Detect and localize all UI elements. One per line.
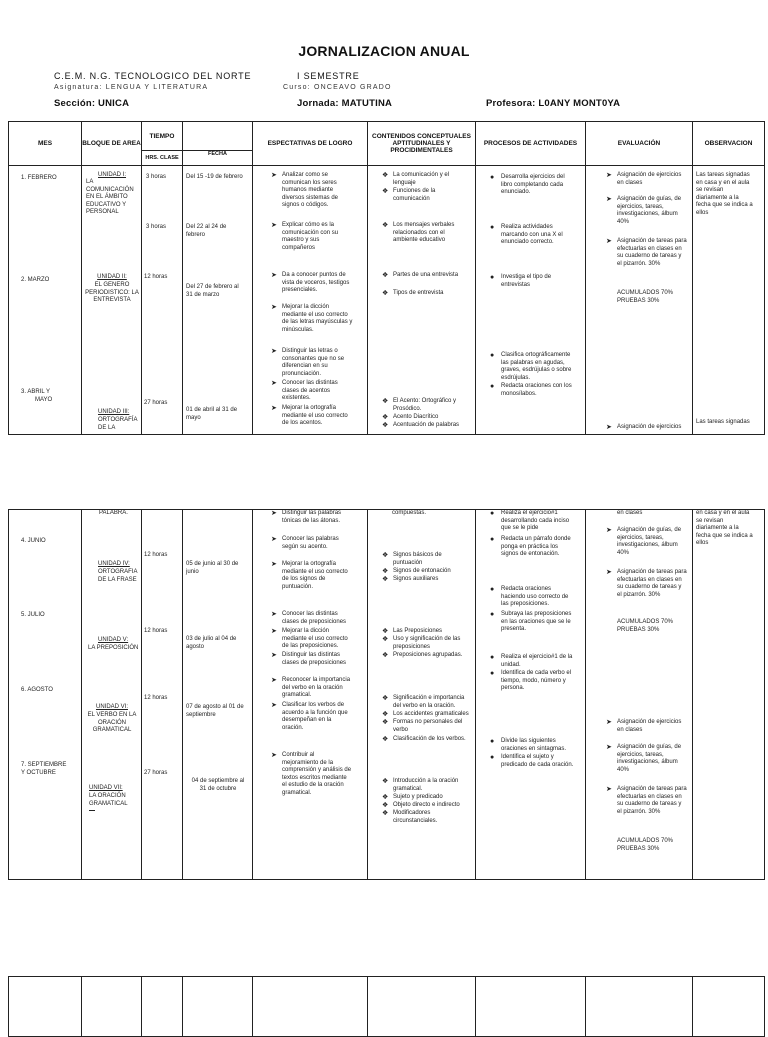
col-header-expectations: ESPECTATIVAS DE LOGRO (253, 122, 368, 166)
evaluation-continued: en clases (617, 510, 643, 516)
col-header-time-blank (183, 122, 253, 151)
empty-cell (142, 977, 183, 1037)
month-mar: 2. MARZO (21, 277, 50, 283)
evaluation-cell (586, 166, 692, 434)
activity-item: ● Desarrolla ejercicios del libro completando cada enunciado. (490, 174, 565, 196)
hours-3: 12 horas (144, 274, 168, 280)
empty-cell (586, 977, 693, 1037)
hours-2: 3 horas (146, 224, 167, 230)
observation-cell (693, 510, 764, 879)
empty-cell (693, 977, 765, 1037)
col-header-time: TIEMPO (142, 122, 183, 151)
block-cell (82, 510, 141, 879)
empty-cell (476, 977, 586, 1037)
activity-item: ● Identifica el sujeto y predicado de cada oración. (490, 754, 574, 768)
expectation-item: ➤ Mejorar la dicción mediante el uso correcto de las preposiciones. (271, 628, 348, 650)
content-item: ❖ Significación e importancia del verbo en la oración. (382, 695, 465, 709)
expectation-item: ➤ Clasificar los verbos de acuerdo a la función que desempeñan en la oración. (271, 702, 348, 731)
subject: Asignatura: LENGUA Y LITERATURA (54, 84, 209, 91)
empty-cell (82, 977, 142, 1037)
expectation-item: ➤ Explicar cómo es la comunicación con su maestro y sus compañeros (271, 222, 339, 251)
content-item: ❖ Signos básicos de puntuación (382, 552, 442, 566)
expectation-item: ➤ Mejorar la dicción mediante el uso correcto de las letras mayúsculas y minúsculas. (271, 304, 353, 333)
content-item: ❖ Objeto directo e indirecto (382, 802, 460, 809)
content-item: ❖ Preposiciones agrupadas. (382, 652, 463, 659)
content-item: ❖ Uso y significación de las preposiciones (382, 636, 461, 650)
empty-cell (368, 977, 476, 1037)
activity-item: ● Subraya las preposiciones en las oraciones que se le presenta. (490, 611, 572, 633)
unit-1-name: LA COMUNICACIÓN EN EL ÁMBITO EDUCATIVO Y PERSONAL (86, 179, 134, 216)
expectations-cell (253, 510, 367, 879)
section-value: UNICA (98, 98, 130, 109)
month-jul: 5. JULIO (21, 612, 45, 618)
evaluation-item: ➤ Asignación de tareas para efectuarlas en clases en su cuaderno de tareas y el pizarrón. 30% (606, 238, 687, 267)
date-2: Del 22 al 24 de febrero (186, 224, 227, 238)
unit-7-name: LA ORACIÓN GRAMATICAL (89, 793, 128, 807)
hours-1: 12 horas (144, 552, 168, 558)
month-may: MAYO (35, 397, 53, 403)
activity-item: ● Divide las siguientes oraciones en sintagmas. (490, 738, 567, 752)
expectation-item: ➤ Distinguir las distintas clases de preposiciones (271, 652, 347, 666)
planning-table-page-2 (8, 509, 765, 880)
evaluation-cell (586, 510, 692, 879)
school-name: C.E.M. N.G. TECNOLOGICO DEL NORTE (54, 71, 252, 81)
activity-item: ● Identifica de cada verbo el tiempo, modo, número y persona. (490, 670, 572, 692)
content-item: ❖ Los accidentes gramaticales (382, 711, 469, 718)
content-item: ❖ Tipos de entrevista (382, 290, 444, 297)
expectation-item: ➤ Distinguir las palabras tónicas de las átonas. (271, 510, 342, 524)
date-cell (183, 166, 252, 434)
hours-1: 3 horas (146, 174, 167, 180)
hours-3: 12 horas (144, 695, 168, 701)
evaluation-item: ➤ Asignación de tareas para efectuarlas en clases en su cuaderno de tareas y el pizarrón. 30% (606, 569, 687, 598)
unit-6-title: UNIDAD VI: (95, 704, 128, 710)
evaluation-item: ➤ Asignación de guías, de ejercicios, tareas, investigaciones, álbum 40% (606, 744, 682, 773)
col-header-observation: OBSERVACION (693, 122, 765, 166)
date-3: Del 27 de febrero al 31 de marzo (186, 284, 239, 298)
date-3: 07 de agosto al 01 de septiembre (186, 704, 244, 718)
date-4: 01 de abril al 31 de mayo (186, 407, 238, 421)
evaluation-item: ➤ Asignación de ejercicios en clases (606, 719, 682, 733)
expectation-item: ➤ Analizar como se comunican los seres humanos mediante diversos sistemas de signos o códigos. (271, 172, 339, 209)
content-item: ❖ Signos de entonación (382, 568, 451, 575)
hours-4: 27 horas (144, 770, 168, 776)
content-item: ❖ Acento Diacrítico (382, 414, 439, 421)
date-2: 03 de julio al 04 de agosto (186, 636, 237, 650)
evaluation-totals: ACUMULADOS 70% PRUEBAS 30% (617, 619, 674, 633)
col-header-block: BLOQUE DE AREA (82, 122, 142, 166)
month-jun: 4. JUNIO (21, 538, 46, 544)
course: Curso: ONCEAVO GRADO (283, 84, 392, 91)
activity-item: ● Realiza el ejercicio#1 de la unidad. (490, 654, 573, 668)
activity-item: ● Clasifica ortográficamente las palabras en agudas, graves, esdrújulas o sobre esdrújulas. (490, 352, 572, 381)
content-item: ❖ Partes de una entrevista (382, 272, 459, 279)
observation-cell (693, 166, 764, 434)
evaluation-item: ➤ Asignación de guías, de ejercicios, tareas, investigaciones, álbum 40% (606, 527, 682, 556)
content-item: ❖ La comunicación y el lenguaje (382, 172, 450, 186)
content-item: ❖ Signos auxiliares (382, 576, 439, 583)
col-header-evaluation: EVALUACIÓN (586, 122, 693, 166)
observation-text: en casa y en el aula se revisan diariamente a la fecha que se indica a ellos (696, 510, 753, 547)
month-cell (9, 510, 81, 879)
month-aug: 6. AGOSTO (21, 687, 53, 693)
content-item: ❖ Acentuación de palabras (382, 422, 460, 429)
month-feb: 1. FEBRERO (21, 175, 57, 181)
unit-1-title: UNIDAD I: (98, 172, 127, 178)
expectation-item: ➤ Da a conocer puntos de vista de voceros, testigos presenciales. (271, 272, 350, 294)
evaluation-item: ➤ Asignación de guías, de ejercicios, tareas, investigaciones, álbum 40% (606, 196, 682, 225)
unit-3-name: ORTOGRAFÍA DE LA (98, 417, 138, 431)
evaluation-totals: ACUMULADOS 70% PRUEBAS 30% (617, 290, 674, 304)
teacher-value: L0ANY MONT0YA (538, 98, 621, 109)
content-item: ❖ Las Preposiciones (382, 628, 443, 635)
expectation-item: ➤ Mejorar la ortografía mediante el uso correcto de los signos de puntuación. (271, 561, 348, 590)
document-title: JORNALIZACION ANUAL (298, 43, 470, 59)
unit-5-title: UNIDAD V: (98, 637, 129, 643)
teacher-field (486, 98, 620, 109)
evaluation-item: ➤ Asignación de ejercicios (606, 424, 682, 431)
activities-cell (476, 510, 585, 879)
empty-cell (253, 977, 368, 1037)
block-cell (82, 166, 141, 434)
content-item: ❖ Los mensajes verbales relacionados con el ambiente educativo (382, 222, 455, 244)
col-header-contents: CONTENIDOS CONCEPTUALES APTITUDINALES Y PROCIDIMENTALES (368, 122, 476, 166)
content-item: ❖ Sujeto y predicado (382, 794, 443, 801)
shift-field (297, 98, 392, 109)
expectation-item: ➤ Conocer las distintas clases de acentos existentes. (271, 380, 338, 402)
content-item: ❖ Introducción a la oración gramatical. (382, 778, 459, 792)
activity-item: ● Investiga el tipo de entrevistas (490, 274, 552, 288)
empty-cell (9, 977, 82, 1037)
unit-4-name: ORTOGRAFIA DE LA FRASE (98, 569, 138, 583)
expectations-cell (253, 166, 367, 434)
unit-6-name: EL VERBO EN LA ORACIÓN GRAMATICAL (87, 712, 137, 734)
underline-mark (89, 810, 95, 811)
content-item: ❖ El Acento: Ortográfico y Prosódico. (382, 398, 457, 412)
hours-cell (142, 166, 182, 434)
empty-cell (183, 977, 253, 1037)
expectation-item: ➤ Conocer las palabras según su acento. (271, 536, 339, 550)
month-sep-oct: 7. SEPTIEMBRE Y OCTUBRE (21, 762, 67, 776)
evaluation-totals: ACUMULADOS 70% PRUEBAS 30% (617, 838, 674, 852)
hours-4: 27 horas (144, 400, 168, 406)
col-header-date: FECHA (183, 151, 253, 166)
evaluation-item: ➤ Asignación de ejercicios en clases (606, 172, 682, 186)
expectation-item: ➤ Conocer las distintas clases de preposiciones (271, 611, 347, 625)
date-cell (183, 510, 252, 879)
activity-item: ● Redacta un párrafo donde ponga en práctica los signos de entonación. (490, 536, 571, 558)
unit-2-name: EL GENERO PERIODISTICO: LA ENTREVISTA (85, 282, 139, 304)
activity-item: ● Redacta oraciones haciendo uso correcto de las preposiciones. (490, 586, 569, 608)
unit-2-title: UNIDAD II: (97, 274, 127, 280)
section-label: Sección: (54, 98, 96, 109)
observation-text: Las tareas signadas en casa y en el aula se revisan diariamente a la fecha que se indica a ellos (696, 172, 753, 216)
unit-5-name: LA PREPOSICIÓN (88, 645, 139, 651)
hours-cell (142, 510, 182, 879)
expectation-item: ➤ Reconocer la importancia del verbo en la oración gramatical. (271, 677, 351, 699)
unit-3-title: UNIDAD III: (98, 409, 130, 415)
unit-7-title: UNIDAD VII: (89, 785, 123, 791)
content-item: ❖ Formas no personales del verbo (382, 719, 463, 733)
section-field (54, 98, 129, 109)
expectation-item: ➤ Mejorar la ortografía mediante el uso correcto de los acentos. (271, 405, 348, 427)
shift-value: MATUTINA (341, 98, 393, 109)
content-item: ❖ Funciones de la comunicación (382, 188, 436, 202)
shift-label: Jornada: (297, 98, 339, 109)
activity-item: ● Realiza el ejercicio#1 desarrollando cada inciso que se le pide (490, 510, 570, 532)
date-1: 05 de junio al 30 de junio (186, 561, 239, 575)
month-apr: 3. ABRIL Y (21, 389, 51, 395)
contents-cell (368, 166, 475, 434)
expectation-item: ➤ Distinguir las letras o consonantes que no se diferencian en su pronunciación. (271, 348, 345, 377)
hours-2: 12 horas (144, 628, 168, 634)
date-1: Del 15 -19 de febrero (186, 174, 243, 180)
col-header-month: MES (9, 122, 82, 166)
content-item: ❖ Modificadores circunstanciales. (382, 810, 438, 824)
activity-item: ● Redacta oraciones con los monosílabos. (490, 383, 572, 397)
col-header-activities: PROCESOS DE ACTIVIDADES (476, 122, 586, 166)
planning-table-page-1 (8, 121, 765, 435)
activity-item: ● Realiza actividades marcando con una X el enunciado correcto. (490, 224, 563, 246)
planning-table-page-3 (8, 976, 765, 1037)
date-4: 04 de septiembre al 31 de octubre (191, 778, 245, 792)
semester: I SEMESTRE (297, 71, 360, 81)
unit-4-title: UNIDAD IV: (98, 561, 130, 567)
observation-text-2: Las tareas signadas (696, 419, 750, 425)
contents-cell (368, 510, 475, 879)
teacher-label: Profesora: (486, 98, 536, 109)
block-continued: PALABRA. (99, 510, 128, 516)
evaluation-item: ➤ Asignación de tareas para efectuarlas en clases en su cuaderno de tareas y el pizarrón. 30% (606, 786, 687, 815)
content-continued: compuestas. (392, 510, 427, 516)
activities-cell (476, 166, 585, 434)
month-cell (9, 166, 81, 434)
expectation-item: ➤ Contribuir al mejoramiento de la comprensión y análisis de textos escritos mediante el estudio de la oración gramatical. (271, 752, 352, 796)
col-header-hours: HRS. CLASE (142, 151, 183, 166)
content-item: ❖ Clasificación de los verbos. (382, 736, 466, 743)
